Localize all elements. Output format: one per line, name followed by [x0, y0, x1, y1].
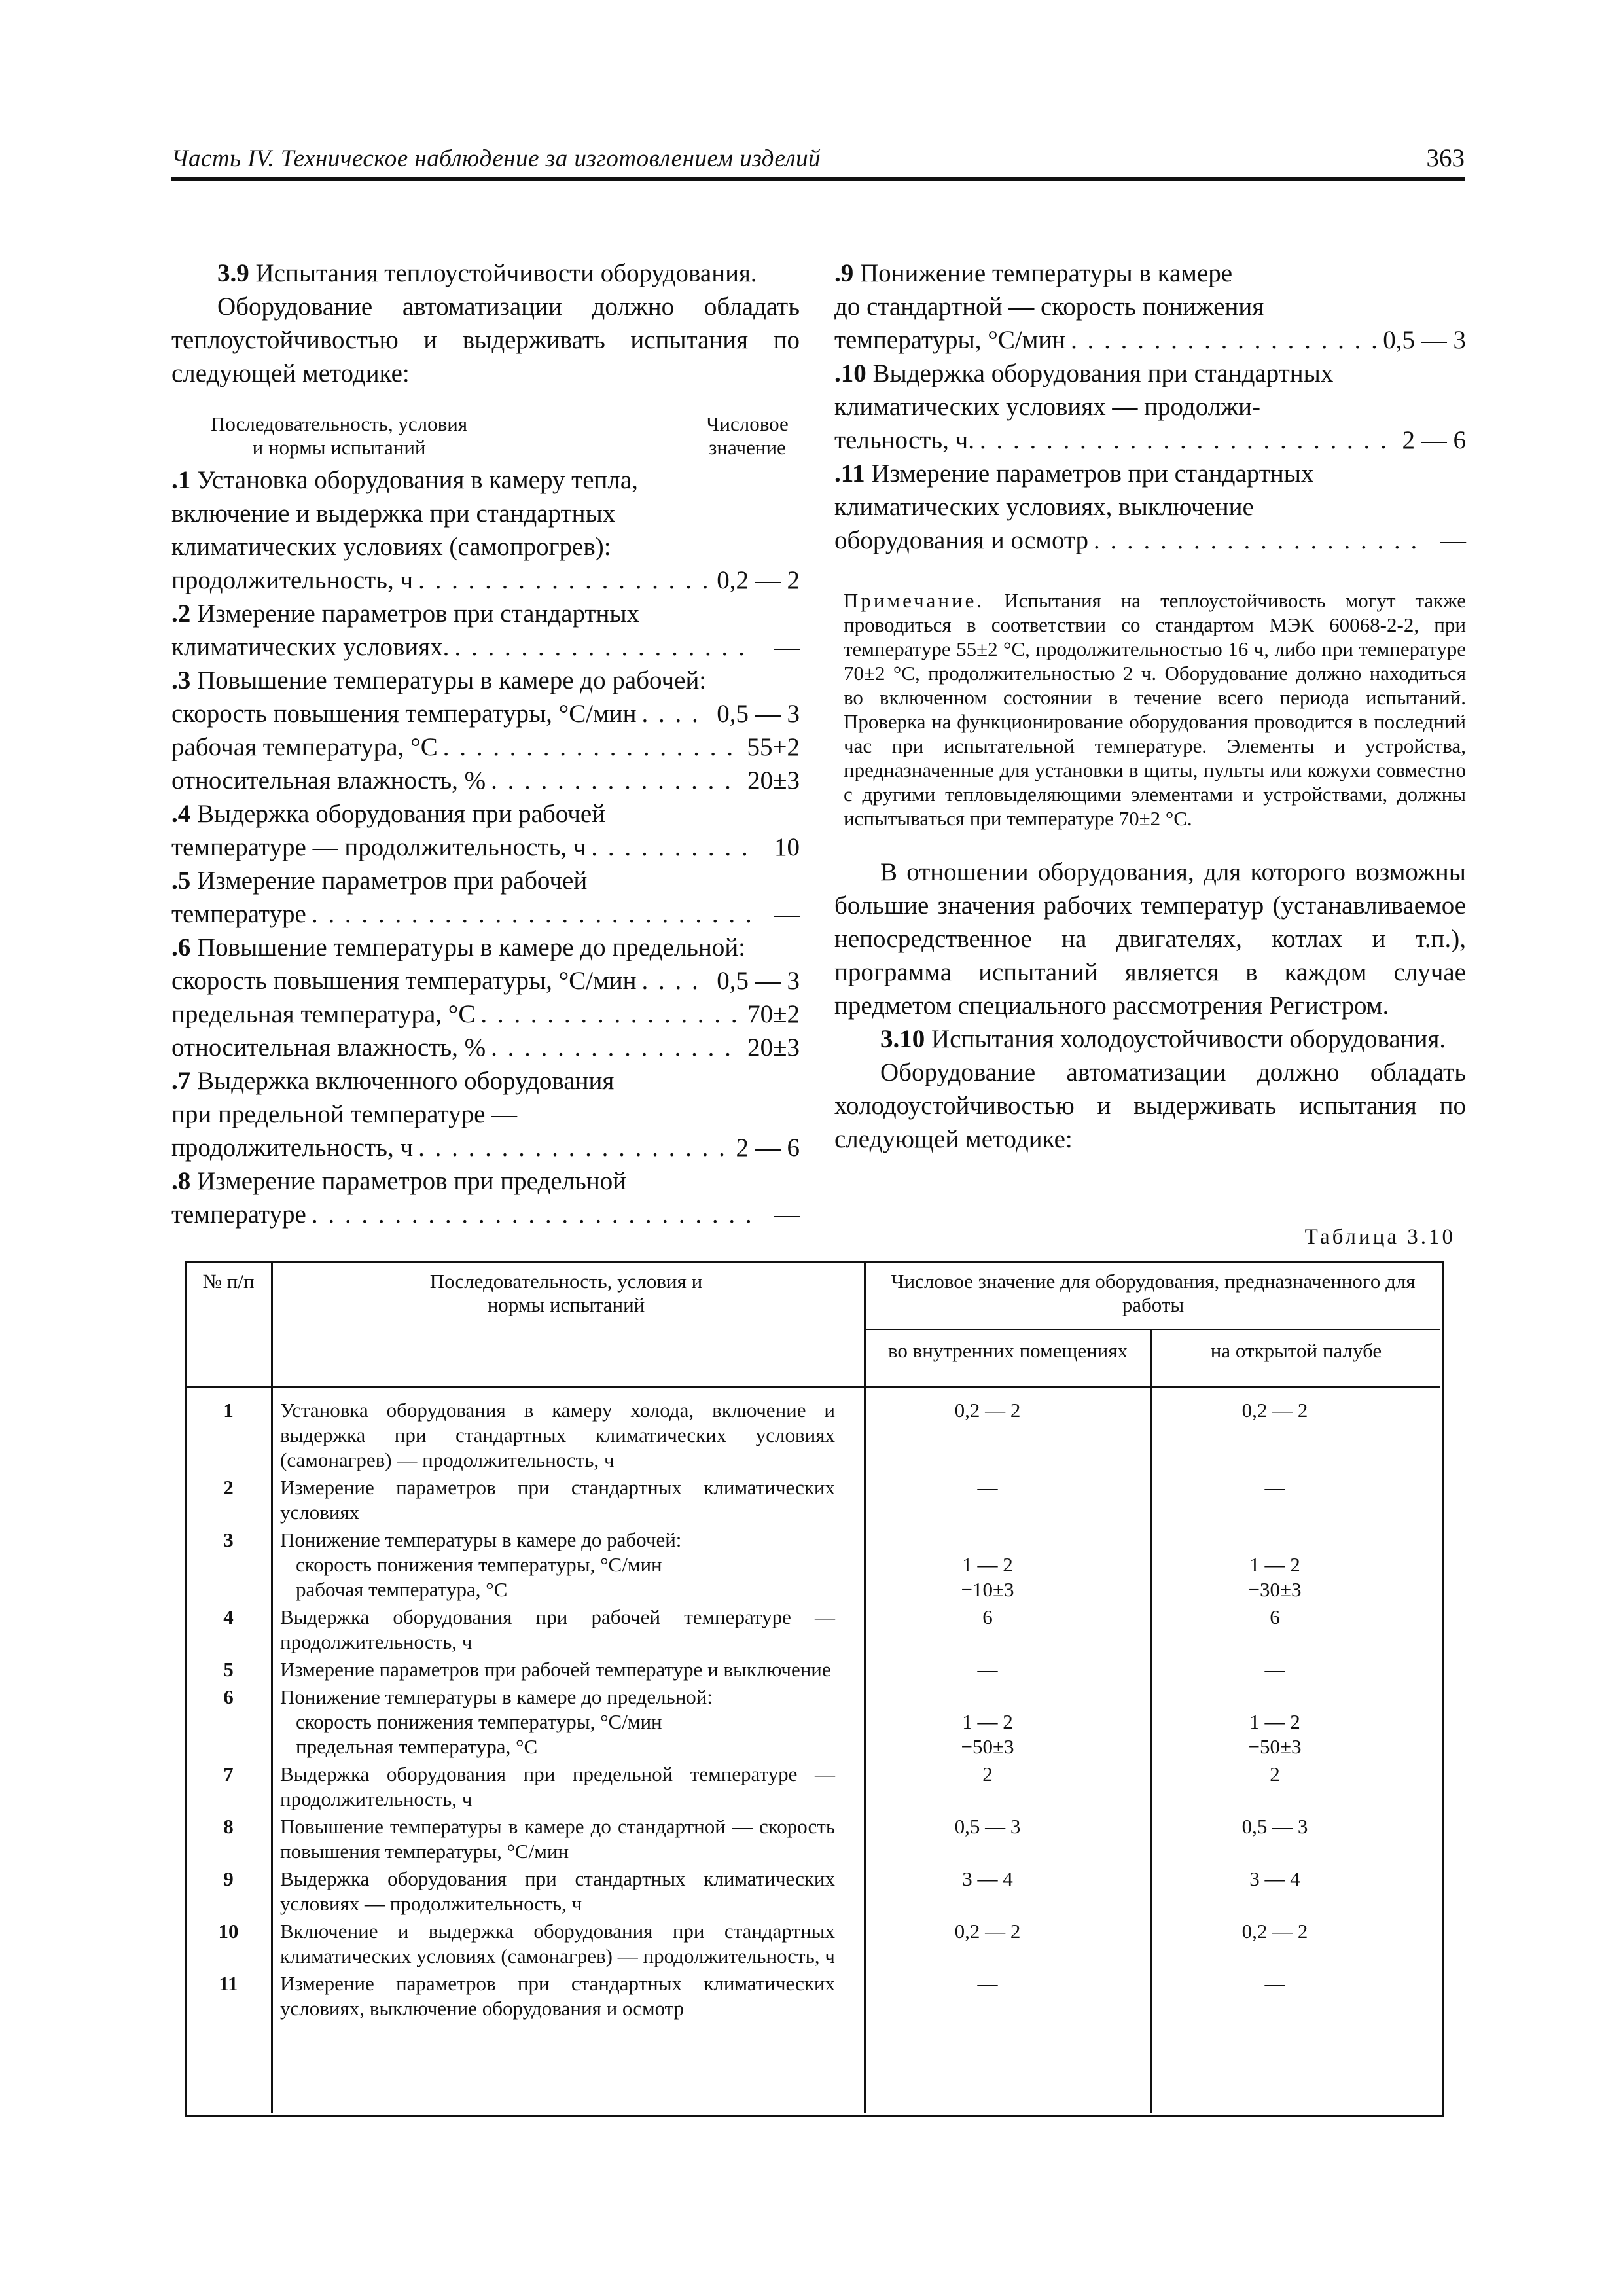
- row-number: 4: [223, 1605, 234, 1628]
- row-description: Измерение параметров при стандартных климатических условиях, выключение оборудования и осмотр: [280, 1972, 835, 2020]
- row-description: Выдержка оборудования при предельной температуре — продолжительность, ч: [280, 1763, 835, 1810]
- row-number: 3: [223, 1528, 234, 1551]
- table-row: [186, 1814, 1438, 1864]
- section-heading-3-10: 3.10 Испытания холодоустойчивости оборудования.: [880, 1025, 1446, 1053]
- numeric-value: 0,5 — 3: [1383, 326, 1466, 354]
- running-header-title: Часть IV. Техническое наблюдение за изготовлением изделий: [171, 145, 821, 172]
- numeric-value: —: [774, 900, 800, 928]
- numeric-value: 0,5 — 3: [717, 700, 800, 728]
- list-item-line: .7 Выдержка включенного оборудования: [171, 1067, 615, 1095]
- row-number: 9: [223, 1867, 234, 1890]
- value-open-deck: —: [1264, 1476, 1285, 1499]
- value-indoor: 0,2 — 2: [954, 1920, 1021, 1943]
- list-item-line: до стандартной — скорость понижения: [834, 293, 1264, 321]
- numeric-value: —: [1440, 526, 1466, 554]
- row-description: Измерение параметров при стандартных климатических условиях: [280, 1476, 835, 1524]
- numeric-value: —: [774, 633, 800, 661]
- value-indoor: —: [977, 1658, 998, 1681]
- row-number: 11: [219, 1972, 238, 1995]
- value-open-deck: —: [1264, 1972, 1285, 1995]
- dot-leader: [486, 1031, 741, 1064]
- list-item-line: .10 Выдержка оборудования при стандартных: [834, 359, 1334, 387]
- row-description: Повышение температуры в камере до стандартной — скорость повышения температуры, °С/мин: [280, 1815, 835, 1863]
- list-item: [171, 864, 800, 931]
- list-item: [171, 664, 800, 797]
- value-open-deck: —: [1264, 1658, 1285, 1681]
- list-item: [171, 463, 800, 597]
- numeric-value: 0,5 — 3: [717, 967, 800, 995]
- table-row: [186, 1919, 1438, 1969]
- list-item-line: .9 Понижение температуры в камере: [834, 259, 1233, 287]
- list-item-line: .1 Установка оборудования в камеру тепла,: [171, 466, 638, 494]
- list-item-value-line: оборудования и осмотр . . . —: [834, 524, 1466, 557]
- table-caption: Таблица 3.10: [1304, 1225, 1455, 1249]
- row-description: Включение и выдержка оборудования при стандартных климатических условиях (самонагрев) — продолжительность, ч: [280, 1920, 835, 1967]
- value-open-deck: 0,2 — 2: [1241, 1920, 1308, 1943]
- list-item: [834, 357, 1466, 457]
- list-item-value-line: скорость повышения температуры, °С/мин . . . 0,5 — 3: [171, 697, 800, 730]
- numeric-value: 70±2: [747, 1000, 800, 1028]
- value-open-deck: 0,5 — 3: [1241, 1815, 1308, 1838]
- list-item-line: при предельной температуре —: [171, 1100, 518, 1128]
- row-number: 8: [223, 1815, 234, 1838]
- value-open-deck: 2: [1270, 1763, 1280, 1785]
- value-indoor: 1 — 2 −10±3: [961, 1553, 1014, 1601]
- numeric-value: 20±3: [747, 766, 800, 795]
- value-indoor: 1 — 2 −50±3: [961, 1710, 1014, 1758]
- list-item-line: .11 Измерение параметров при стандартных: [834, 459, 1314, 488]
- list-item: [171, 1164, 800, 1231]
- table-head-number: № п/п: [202, 1270, 255, 1293]
- dot-leader: [413, 1131, 729, 1164]
- body-paragraph-2: Оборудование автоматизации должно обладать холодоустойчивостью и выдерживать испытания по следующей методике:: [834, 1058, 1466, 1153]
- page-number: 363: [1426, 144, 1465, 172]
- table-row: [186, 1475, 1438, 1525]
- numeric-value: 10: [774, 833, 800, 861]
- list-item-value-line: относительная влажность, % . . . 20±3: [171, 1031, 800, 1064]
- value-open-deck: 1 — 2 −50±3: [1248, 1710, 1302, 1758]
- test-steps-list: [171, 463, 800, 1231]
- list-item: [834, 257, 1466, 357]
- dot-leader: [449, 630, 754, 664]
- numeric-value: 0,2 — 2: [717, 566, 800, 594]
- numeric-value: 2 — 6: [736, 1134, 800, 1162]
- dot-leader: [413, 564, 710, 597]
- numeric-value: 2 — 6: [1402, 426, 1466, 454]
- list-item-line: .2 Измерение параметров при стандартных: [171, 600, 640, 628]
- row-description: Понижение температуры в камере до предельной: скорость понижения температуры, °С/мин предельная температура, °С: [280, 1685, 713, 1758]
- table-header-subline: [864, 1329, 1440, 1330]
- list-item: [834, 457, 1466, 557]
- list-item-value-line: температуре . . . —: [171, 897, 800, 931]
- body-paragraph: В отношении оборудования, для которого возможны большие значения рабочих температур (устанавливаемое непосредственное на двигателях, котлах и т.п.), программа испытаний является в каждом случае предметом специального рассмотрения Регистром.: [834, 858, 1466, 1020]
- row-number: 5: [223, 1658, 234, 1681]
- table-row: [186, 1685, 1438, 1759]
- list-item-line: климатических условиях, выключение: [834, 493, 1254, 521]
- list-item-line: климатических условиях (самопрогрев):: [171, 533, 611, 561]
- row-number: 2: [223, 1476, 234, 1499]
- row-description: Выдержка оборудования при стандартных климатических условиях — продолжительность, ч: [280, 1867, 835, 1915]
- table-row: [186, 1971, 1438, 2021]
- test-steps-list-continued: [834, 257, 1466, 557]
- table-row: [186, 1528, 1438, 1602]
- list-item: [171, 931, 800, 1064]
- left-column: [171, 257, 800, 1231]
- dot-leader: [475, 997, 741, 1031]
- row-number: 10: [218, 1920, 239, 1943]
- note-paragraph: Примечание. Испытания на теплоустойчивость могут также проводиться в соответствии со стандартом МЭК 60068-2-2, при температуре 55±2 °С, продолжительностью 16 ч, либо при температуре 70±2 °С, продолжительностью 2 ч. Оборудование должно находиться во включенном состоянии в течение всего периода испытаний. Проверка на функционирование оборудования проводится в последний час при испытательной температуре. Элементы и устройства, предназначенные для установки в щиты, пульты или кожухи совместно с другими тепловыделяющими элементами и устройствами, должны испытываться при температуре 70±2 °С.: [844, 589, 1466, 830]
- list-item-value-line: климатических условиях. . . . —: [171, 630, 800, 664]
- intro-paragraph: Оборудование автоматизации должно обладать теплоустойчивостью и выдерживать испытания по следующей методике:: [171, 293, 800, 387]
- numeric-value: —: [774, 1200, 800, 1229]
- numeric-value: 20±3: [747, 1033, 800, 1062]
- list-item-value-line: рабочая температура, °С . . . 55+2: [171, 730, 800, 764]
- table-header-bottom: [185, 1386, 1440, 1388]
- dot-leader: [306, 1198, 754, 1231]
- table-row: [186, 1398, 1438, 1473]
- list-item: [171, 1064, 800, 1164]
- dot-leader: [486, 764, 741, 797]
- right-column: [834, 257, 1466, 1156]
- value-indoor: 0,5 — 3: [954, 1815, 1021, 1838]
- dot-leader: [637, 697, 711, 730]
- table-body: [186, 1398, 1438, 2024]
- table-row: [186, 1605, 1438, 1655]
- dot-leader: [306, 897, 754, 931]
- list-item-value-line: предельная температура, °С . . . 70±2: [171, 997, 800, 1031]
- list-item-line: .4 Выдержка оборудования при рабочей: [171, 800, 606, 828]
- value-open-deck: 6: [1270, 1605, 1280, 1628]
- value-indoor: —: [977, 1476, 998, 1499]
- list-item-line: .3 Повышение температуры в камере до рабочей:: [171, 666, 707, 694]
- numeric-value: 55+2: [747, 733, 800, 761]
- row-description: Понижение температуры в камере до рабочей: скорость понижения температуры, °С/мин рабочая температура, °С: [280, 1528, 682, 1601]
- header-rule: [171, 177, 1465, 181]
- list-item-value-line: тельность, ч. . . . 2 — 6: [834, 423, 1466, 457]
- table-head-indoor: во внутренних помещениях: [887, 1339, 1128, 1362]
- dot-leader: [1065, 323, 1376, 357]
- row-description: Выдержка оборудования при рабочей температуре — продолжительность, ч: [280, 1605, 835, 1653]
- value-indoor: 0,2 — 2: [954, 1399, 1021, 1422]
- value-indoor: —: [977, 1972, 998, 1995]
- table-row: [186, 1762, 1438, 1812]
- row-description: Установка оборудования в камеру холода, включение и выдержка при стандартных климатических условиях (самонагрев) — продолжительность, ч: [280, 1399, 835, 1471]
- dot-leader: [637, 964, 711, 997]
- list-item-value-line: продолжительность, ч . . . 2 — 6: [171, 1131, 800, 1164]
- dot-leader: [1088, 524, 1420, 557]
- list-item-line: .5 Измерение параметров при рабочей: [171, 867, 588, 895]
- value-indoor: 2: [982, 1763, 993, 1785]
- row-description: Измерение параметров при рабочей температуре и выключение: [280, 1658, 831, 1681]
- list-item: [171, 797, 800, 864]
- list-column-headers: Последовательность, условия и нормы испытаний Числовое значение: [211, 412, 789, 459]
- value-indoor: 3 — 4: [962, 1867, 1013, 1890]
- list-item-line: .6 Повышение температуры в камере до предельной:: [171, 933, 746, 961]
- list-item-value-line: температуры, °С/мин . . . 0,5 — 3: [834, 323, 1466, 357]
- table-head-value: Числовое значение для оборудования, предназначенного для работы: [891, 1270, 1416, 1316]
- value-indoor: 6: [982, 1605, 993, 1628]
- value-open-deck: 1 — 2 −30±3: [1248, 1553, 1302, 1601]
- list-item-line: включение и выдержка при стандартных: [171, 499, 616, 528]
- section-heading-3-9: 3.9 Испытания теплоустойчивости оборудования.: [217, 259, 757, 287]
- list-item: [171, 597, 800, 664]
- row-number: 7: [223, 1763, 234, 1785]
- list-item-value-line: скорость повышения температуры, °С/мин . . . 0,5 — 3: [171, 964, 800, 997]
- row-number: 1: [223, 1399, 234, 1422]
- list-item-line: климатических условиях — продолжи-: [834, 393, 1261, 421]
- dot-leader: [974, 423, 1396, 457]
- list-item-value-line: температуре . . . —: [171, 1198, 800, 1231]
- value-open-deck: 3 — 4: [1249, 1867, 1300, 1890]
- dot-leader: [438, 730, 741, 764]
- list-item-value-line: температуре — продолжительность, ч . . . 10: [171, 831, 800, 864]
- list-item-value-line: продолжительность, ч . . . 0,2 — 2: [171, 564, 800, 597]
- table-head-deck: на открытой палубе: [1210, 1339, 1382, 1362]
- dot-leader: [586, 831, 754, 864]
- value-open-deck: 0,2 — 2: [1241, 1399, 1308, 1422]
- table-row: [186, 1867, 1438, 1916]
- row-number: 6: [223, 1685, 234, 1708]
- table-row: [186, 1657, 1438, 1682]
- list-item-value-line: относительная влажность, % . . . 20±3: [171, 764, 800, 797]
- table-head-sequence: Последовательность, условия и нормы испытаний: [429, 1270, 703, 1316]
- list-item-line: .8 Измерение параметров при предельной: [171, 1167, 627, 1195]
